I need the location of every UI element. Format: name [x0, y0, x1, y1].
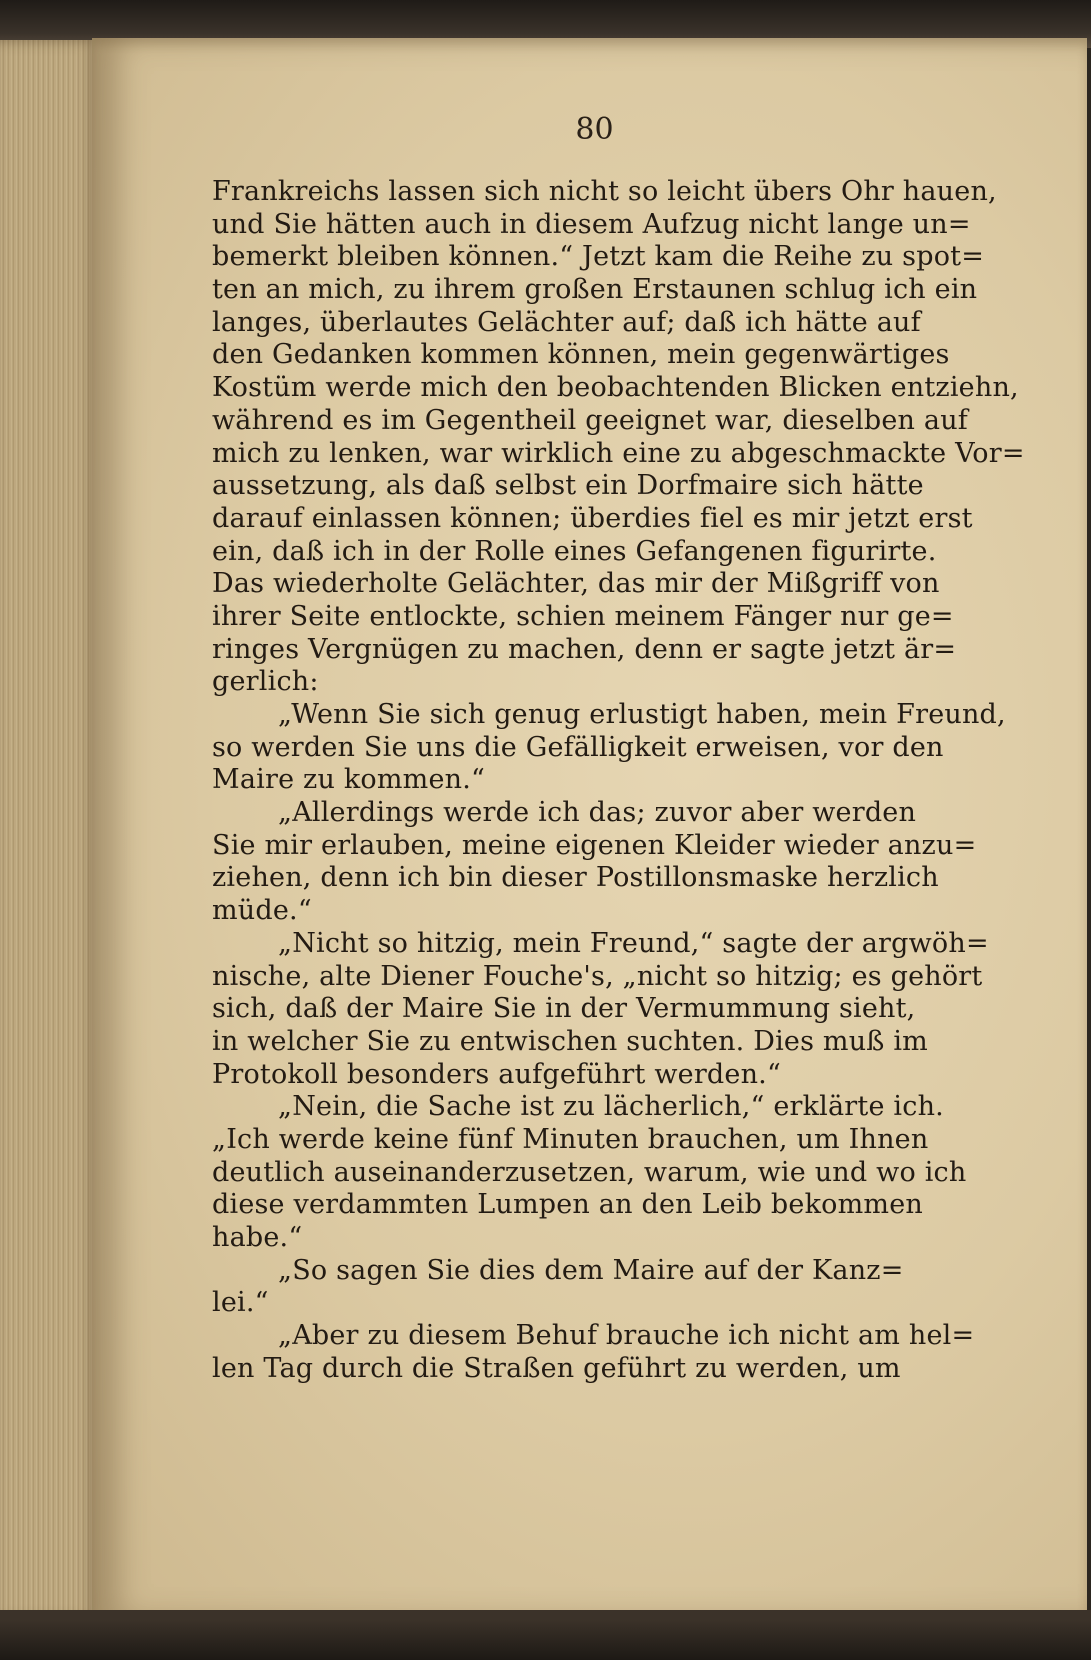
- body-text: [212, 176, 1072, 1385]
- text-line: Maire zu kommen.“: [212, 764, 486, 796]
- text-line: ringes Vergnügen zu machen, denn er sagte jetzt är=: [212, 633, 957, 665]
- text-line: „Nicht so hitzig, mein Freund,“ sagte der argwöh=: [278, 927, 989, 959]
- text-line: „Ich werde keine fünf Minuten brauchen, um Ihnen: [212, 1123, 929, 1155]
- text-line: so werden Sie uns die Gefälligkeit erweisen, vor den: [212, 731, 944, 763]
- text-line: Protokoll besonders aufgeführt werden.“: [212, 1058, 781, 1090]
- text-line: in welcher Sie zu entwischen suchten. Dies muß im: [212, 1025, 928, 1057]
- text-line: während es im Gegentheil geeignet war, dieselben auf: [212, 404, 968, 436]
- text-line: „Allerdings werde ich das; zuvor aber werden: [278, 797, 917, 829]
- text-line: Das wiederholte Gelächter, das mir der Mißgriff von: [212, 568, 940, 600]
- text-line: ihrer Seite entlockte, schien meinem Fänger nur ge=: [212, 600, 954, 632]
- text-line: Kostüm werde mich den beobachtenden Blicken entziehn,: [212, 372, 1019, 404]
- text-line: langes, überlautes Gelächter auf; daß ich hätte auf: [212, 306, 921, 338]
- text-line: ziehen, denn ich bin dieser Postillonsmaske herzlich: [212, 862, 939, 894]
- page-number: 80: [575, 112, 614, 147]
- text-line: ten an mich, zu ihrem großen Erstaunen schlug ich ein: [212, 274, 978, 306]
- text-line: Frankreichs lassen sich nicht so leicht übers Ohr hauen,: [212, 176, 997, 207]
- text-line: aussetzung, als daß selbst ein Dorfmaire sich hätte: [212, 470, 924, 502]
- text-line: sich, daß der Maire Sie in der Vermummung sieht,: [212, 993, 916, 1025]
- text-line: „Aber zu diesem Behuf brauche ich nicht am hel=: [278, 1320, 975, 1352]
- page-stack-edge: [0, 40, 100, 1620]
- book-page: [92, 38, 1087, 1620]
- text-line: „Nein, die Sache ist zu lächerlich,“ erklärte ich.: [278, 1091, 944, 1123]
- text-line: den Gedanken kommen können, mein gegenwärtiges: [212, 339, 950, 371]
- text-line: deutlich auseinanderzusetzen, warum, wie und wo ich: [212, 1156, 967, 1188]
- text-line: habe.“: [212, 1222, 303, 1253]
- text-line: „So sagen Sie dies dem Maire auf der Kanz=: [278, 1254, 904, 1286]
- text-line: mich zu lenken, war wirklich eine zu abgeschmackte Vor=: [212, 437, 1025, 469]
- text-line: müde.“: [212, 895, 312, 927]
- text-line: diese verdammten Lumpen an den Leib bekommen: [212, 1189, 923, 1221]
- text-line: nische, alte Diener Fouche's, „nicht so hitzig; es gehört: [212, 960, 983, 992]
- text-line: gerlich:: [212, 666, 319, 698]
- text-line: Sie mir erlauben, meine eigenen Kleider wieder anzu=: [212, 829, 977, 861]
- text-line: bemerkt bleiben können.“ Jetzt kam die Reihe zu spot=: [212, 241, 985, 273]
- text-line: len Tag durch die Straßen geführt zu werden, um: [212, 1352, 901, 1384]
- book-cover-bottom-edge: [0, 1610, 1091, 1660]
- text-line: lei.“: [212, 1287, 269, 1319]
- text-line: „Wenn Sie sich genug erlustigt haben, mein Freund,: [278, 699, 1006, 730]
- text-line: ein, daß ich in der Rolle eines Gefangenen figurirte.: [212, 535, 937, 567]
- text-line: und Sie hätten auch in diesem Aufzug nicht lange un=: [212, 208, 971, 240]
- text-line: darauf einlassen können; überdies fiel es mir jetzt erst: [212, 502, 973, 534]
